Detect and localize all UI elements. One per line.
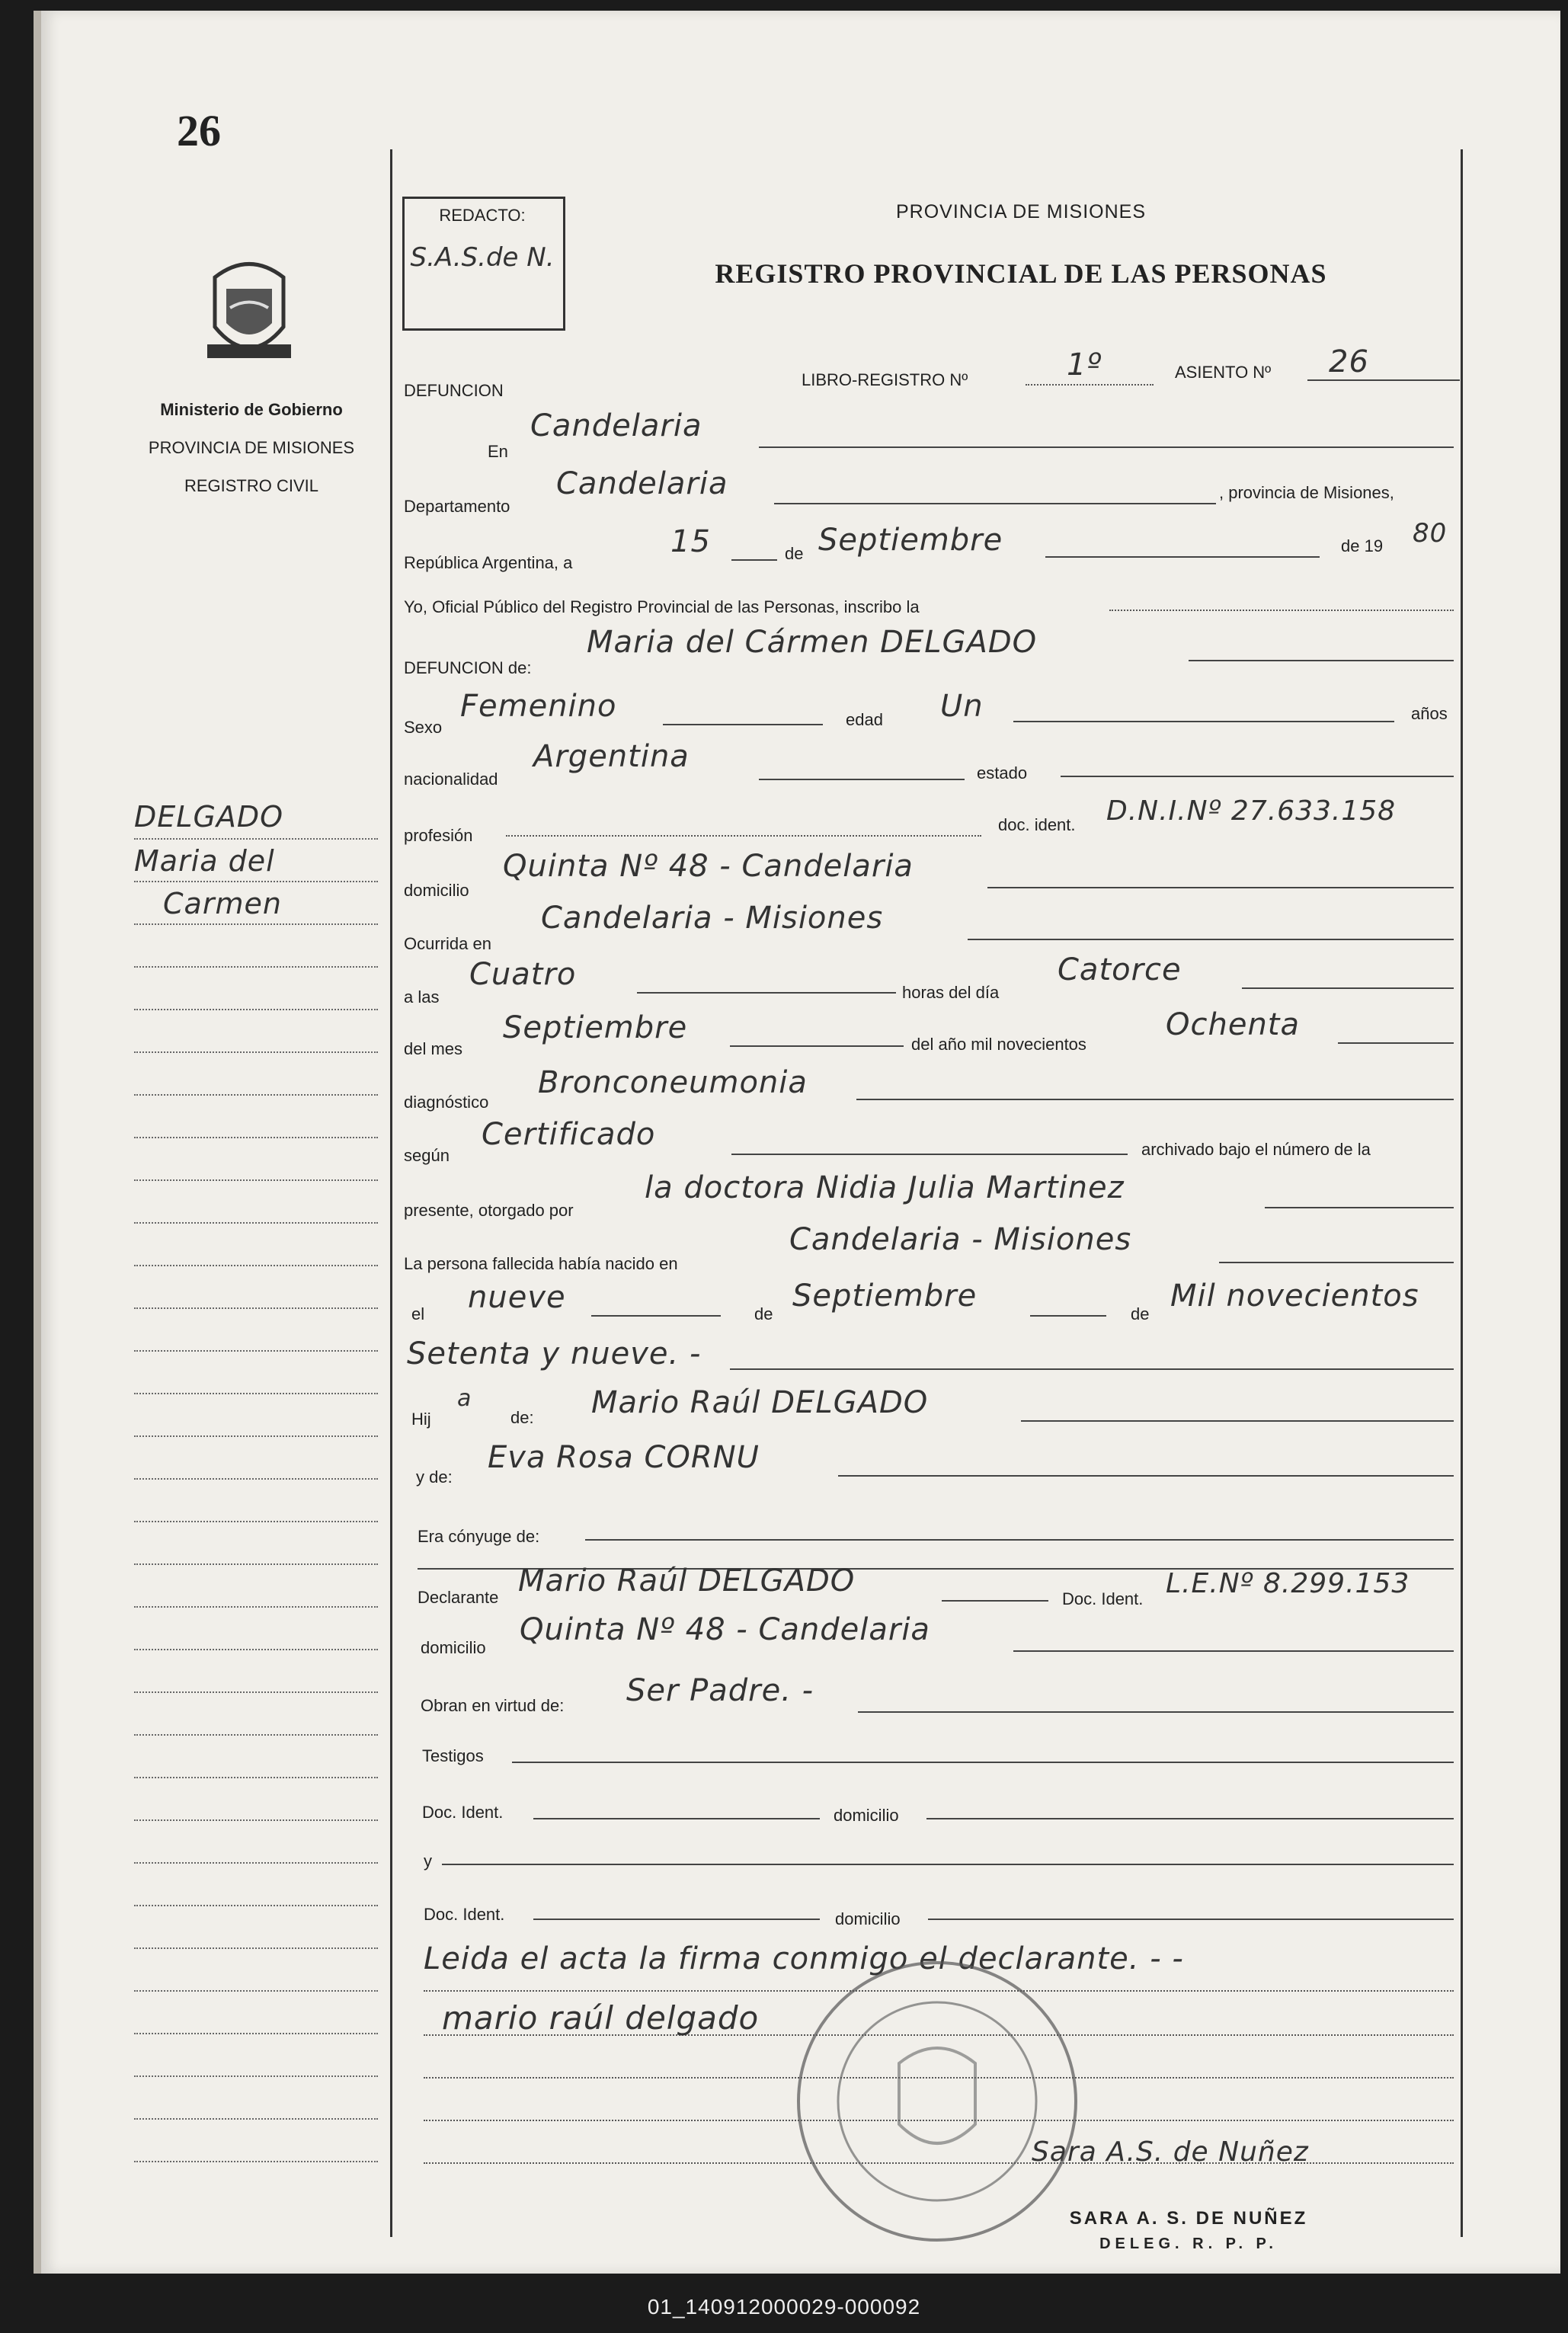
y-label: y: [424, 1851, 432, 1871]
line: [926, 1818, 1454, 1819]
margin-line: [134, 1094, 378, 1096]
declarante-doc-label: Doc. Ident.: [1062, 1589, 1144, 1608]
dom2-label: domicilio: [835, 1909, 901, 1928]
line: [442, 1864, 1454, 1865]
registry-seal-icon: [792, 1957, 1082, 2246]
obran-value: Ser Padre. -: [626, 1673, 814, 1708]
margin-line: [134, 1137, 378, 1138]
margin-line: [134, 838, 378, 840]
line: [730, 1368, 1454, 1370]
mother-value: Eva Rosa CORNU: [488, 1440, 760, 1475]
birth-day-value: nueve: [468, 1280, 566, 1315]
line: [942, 1600, 1048, 1602]
father-value: Mario Raúl DELGADO: [591, 1385, 929, 1420]
hij-de-label: de:: [510, 1408, 534, 1427]
line: [731, 1154, 1128, 1155]
birth-year-value2: Setenta y nueve. -: [407, 1336, 702, 1371]
nacido-label: La persona fallecida había nacido en: [404, 1254, 678, 1273]
registry-title: REGISTRO PROVINCIAL DE LAS PERSONAS: [715, 258, 1327, 289]
margin-line: [134, 1521, 378, 1522]
libro-value: 1º: [1067, 347, 1102, 382]
segun-label: según: [404, 1146, 450, 1165]
margin-line: [134, 1691, 378, 1693]
declarante-doc-value: L.E.Nº 8.299.153: [1166, 1568, 1410, 1599]
en-value: Candelaria: [530, 408, 702, 443]
asiento-value: 26: [1329, 344, 1369, 379]
diagnostico-label: diagnóstico: [404, 1093, 489, 1112]
line: [506, 835, 981, 837]
margin-line: [134, 1990, 378, 1992]
margin-line: [134, 1265, 378, 1266]
line: [637, 992, 896, 994]
line: [1013, 1650, 1454, 1652]
defuncion-de-label: DEFUNCION de:: [404, 658, 532, 677]
ministry-name: Ministerio de Gobierno: [160, 400, 343, 419]
leida-text: Leida el acta la firma conmigo el declarante. - -: [424, 1941, 1184, 1976]
line: [533, 1919, 820, 1920]
ministry-block: [114, 391, 389, 505]
redacto-value: S.A.S.de N.: [410, 242, 555, 273]
sexo-label: Sexo: [404, 718, 443, 737]
segun-value: Certificado: [482, 1117, 656, 1152]
line: [928, 1919, 1454, 1920]
line: [1013, 721, 1394, 722]
line: [968, 939, 1454, 940]
sexo-value: Femenino: [460, 689, 617, 724]
line: [663, 724, 823, 725]
margin-line: [134, 1563, 378, 1565]
line: [1338, 1042, 1454, 1044]
line: [838, 1475, 1454, 1477]
dom1-label: domicilio: [834, 1806, 899, 1825]
conyuge-label: Era cónyuge de:: [418, 1527, 540, 1546]
margin-line: [134, 1606, 378, 1608]
province-title: PROVINCIA DE MISIONES: [895, 201, 1146, 222]
birth-de2-label: de: [1131, 1304, 1150, 1323]
horas-value: Catorce: [1058, 952, 1182, 987]
line: [1030, 1315, 1106, 1317]
margin-line: [134, 1649, 378, 1650]
line: [1265, 1207, 1454, 1208]
margin-line: [134, 1777, 378, 1778]
line: [533, 1818, 820, 1819]
line: [591, 1315, 721, 1317]
anos-label: años: [1411, 704, 1448, 723]
libro-label: LIBRO-REGISTRO Nº: [802, 370, 968, 389]
line: [1109, 610, 1454, 611]
mes-label: del mes: [404, 1039, 463, 1058]
margin-line: [134, 1307, 378, 1309]
birth-de-label: de: [754, 1304, 773, 1323]
domicilio-label: domicilio: [404, 881, 469, 900]
signatory-name: SARA A. S. DE NUÑEZ: [1069, 2208, 1308, 2229]
en-label: En: [488, 442, 508, 461]
coat-of-arms-icon: [200, 254, 299, 369]
ocurrida-label: Ocurrida en: [404, 934, 491, 953]
official-signature: Sara A.S. de Nuñez: [1032, 2136, 1309, 2168]
birth-year-value: Mil novecientos: [1170, 1279, 1419, 1314]
docident-value: D.N.I.Nº 27.633.158: [1106, 795, 1397, 827]
provincia-text: , provincia de Misiones,: [1219, 483, 1394, 502]
line: [1219, 1262, 1454, 1263]
image-filename: 01_140912000029-000092: [647, 2295, 921, 2319]
line: [730, 1045, 904, 1047]
margin-line: [134, 2118, 378, 2120]
nacionalidad-label: nacionalidad: [404, 770, 498, 789]
presente-label: presente, otorgado por: [404, 1201, 574, 1220]
ministry-registry: REGISTRO CIVIL: [184, 476, 319, 495]
nacido-value: Candelaria - Misiones: [789, 1222, 1132, 1257]
margin-line: [134, 1393, 378, 1394]
ministry-province: PROVINCIA DE MISIONES: [148, 438, 355, 457]
obran-label: Obran en virtud de:: [421, 1696, 565, 1715]
yde-label: y de:: [416, 1467, 453, 1487]
republica-label: República Argentina, a: [404, 553, 573, 572]
line: [731, 559, 777, 561]
line: [1189, 660, 1454, 661]
margin-line: [134, 1222, 378, 1224]
line: [585, 1539, 1454, 1541]
line: [774, 503, 1216, 504]
margin-line: [134, 1435, 378, 1437]
margin-line: [134, 1734, 378, 1736]
doc1-label: Doc. Ident.: [422, 1803, 504, 1822]
margin-line: [134, 1350, 378, 1352]
line: [759, 779, 965, 780]
margin-line: [134, 2033, 378, 2034]
redacto-label: REDACTO:: [439, 206, 526, 225]
margin-line: [134, 1009, 378, 1010]
departamento-value: Candelaria: [556, 466, 728, 501]
line: [1026, 384, 1154, 386]
line: [987, 887, 1454, 888]
line: [1045, 556, 1320, 558]
anio-value: Ochenta: [1166, 1007, 1300, 1042]
day-value: 15: [670, 524, 711, 559]
alas-label: a las: [404, 987, 440, 1006]
doc2-label: Doc. Ident.: [424, 1905, 505, 1924]
profesion-label: profesión: [404, 826, 473, 845]
horas-label: horas del día: [902, 983, 1000, 1002]
margin-line: [134, 881, 378, 882]
birth-month-value: Septiembre: [792, 1279, 978, 1314]
asiento-label: ASIENTO Nº: [1175, 363, 1272, 382]
declarante-label: Declarante: [418, 1588, 499, 1607]
line: [1242, 987, 1454, 989]
el-label: el: [411, 1304, 425, 1323]
yo-text: Yo, Oficial Público del Registro Provincial de las Personas, inscribo la: [404, 597, 920, 616]
line: [1061, 776, 1454, 777]
margin-line: [134, 1051, 378, 1053]
year-prefix: de 19: [1341, 536, 1384, 555]
margin-line: [134, 1478, 378, 1480]
presente-value: la doctora Nidia Julia Martinez: [645, 1170, 1125, 1205]
margin-line: [134, 966, 378, 968]
docident-label: doc. ident.: [998, 815, 1076, 834]
margin-note-given1: Maria del: [134, 844, 275, 878]
margin-line: [134, 1905, 378, 1906]
margin-line: [134, 1947, 378, 1949]
nacionalidad-value: Argentina: [533, 739, 690, 774]
margin-line: [134, 2075, 378, 2077]
anio-label: del año mil novecientos: [911, 1035, 1086, 1054]
margin-note-given2: Carmen: [163, 887, 282, 920]
declarant-signature: mario raúl delgado: [442, 1999, 760, 2037]
alas-value: Cuatro: [469, 957, 577, 992]
right-border: [1461, 149, 1463, 2237]
page-number: 26: [177, 106, 221, 155]
diagnostico-value: Bronconeumonia: [538, 1065, 808, 1100]
margin-line: [134, 1179, 378, 1181]
de-label: de: [785, 544, 804, 563]
margin-divider: [390, 149, 392, 2237]
archivado-text: archivado bajo el número de la: [1141, 1140, 1371, 1159]
margin-line: [134, 1862, 378, 1864]
mes-value: Septiembre: [503, 1010, 688, 1045]
testigos-label: Testigos: [422, 1746, 484, 1765]
record-type: DEFUNCION: [404, 381, 504, 400]
estado-label: estado: [977, 763, 1028, 782]
line: [1021, 1420, 1454, 1422]
declarante-dom-value: Quinta Nº 48 - Candelaria: [520, 1612, 930, 1647]
departamento-label: Departamento: [404, 497, 510, 516]
defuncion-de-value: Maria del Cármen DELGADO: [587, 625, 1038, 660]
edad-value: Un: [940, 689, 984, 724]
signatory-title: DELEG. R. P. P.: [1099, 2235, 1278, 2252]
line: [858, 1711, 1454, 1713]
line: [759, 446, 1454, 448]
line: [856, 1099, 1454, 1100]
declarante-dom-label: domicilio: [421, 1638, 486, 1657]
domicilio-value: Quinta Nº 48 - Candelaria: [503, 849, 914, 884]
margin-line: [134, 2161, 378, 2162]
declarante-value: Mario Raúl DELGADO: [518, 1563, 856, 1599]
line: [1307, 379, 1460, 381]
month-value: Septiembre: [818, 523, 1003, 558]
ocurrida-value: Candelaria - Misiones: [541, 901, 884, 936]
line: [512, 1762, 1454, 1763]
margin-line: [134, 1819, 378, 1821]
hij-suffix: a: [457, 1385, 472, 1412]
hij-label: Hij: [411, 1410, 431, 1429]
edad-label: edad: [846, 710, 883, 729]
margin-note-surname: DELGADO: [134, 800, 284, 834]
year-value: 80: [1413, 518, 1448, 549]
margin-line: [134, 923, 378, 925]
